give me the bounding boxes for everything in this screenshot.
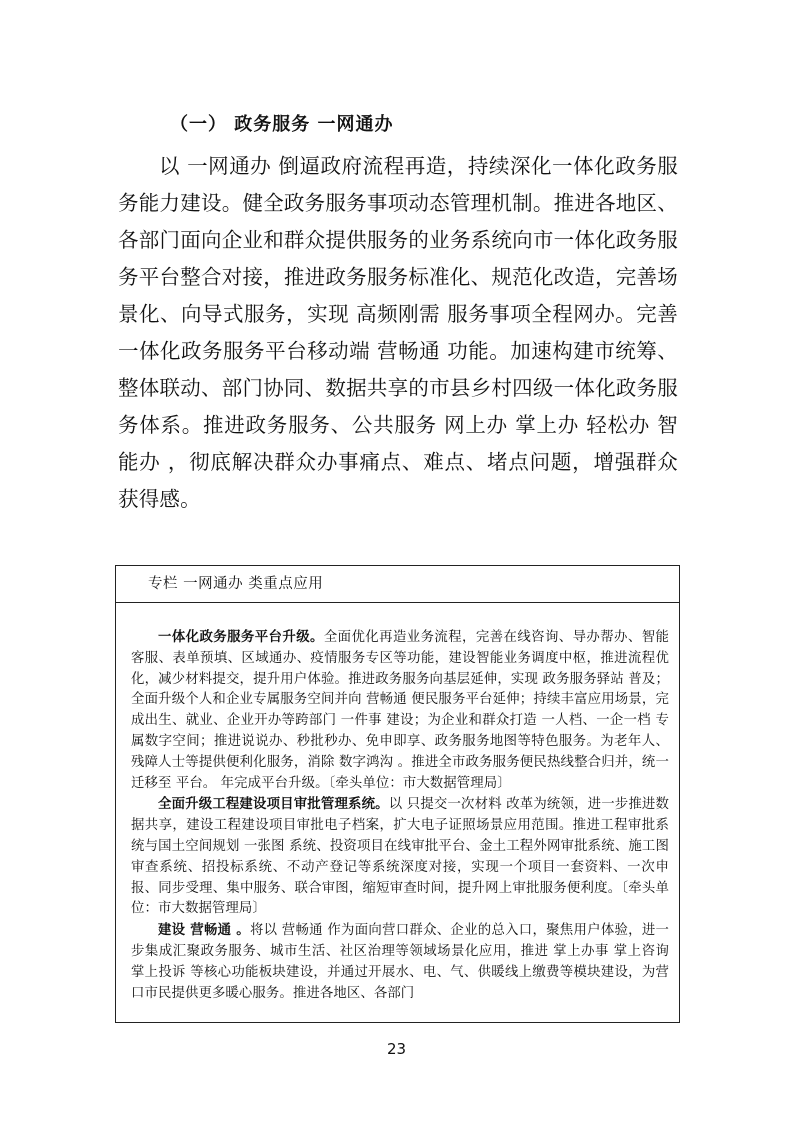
column-item-title: 全面升级工程建设项目审批管理系统。 xyxy=(158,796,389,813)
column-item xyxy=(131,794,669,920)
body-paragraph: 以 一网通办 倒逼政府流程再造，持续深化一体化政务服务能力建设。健全政务服务事项动态管理机制。推进各地区、各部门面向企业和群众提供服务的业务系统向市一体化政务服务平台整合对接，推进政务服务标准化、规范化改造，完善场景化、向导式服务，实现 高频刚需 服务事项全程网办。完善一体化政务服务平台移动端 营畅通 功能。加速构建市统筹、整体联动、部门协同、数据共享的市县乡村四级一体化政务服务体系。推进政务服务、公共服务 网上办 掌上办 轻松办 智能办 ，彻底解决群众办事痛点、难点、堵点问题，增强群众获得感。 xyxy=(118,154,678,511)
column-item xyxy=(131,920,669,1004)
column-item-title: 一体化政务服务平台升级。 xyxy=(158,629,324,645)
column-item xyxy=(131,627,669,794)
column-body xyxy=(116,603,679,1004)
column-title: 专栏 一网通办 类重点应用 xyxy=(116,566,679,603)
section-heading: （一） 政务服务 一网通办 xyxy=(170,114,394,135)
column-item-title: 建设 营畅通 。 xyxy=(158,922,250,939)
column-item-text: 全面优化再造业务流程，完善在线咨询、导办帮办、智能客服、表单预填、区域通办、疫情服务专区等功能，建设智能业务调度中枢，推进流程优化，减少材料提交，提升用户体验。推进政务服务向基层延伸，实现 政务服务驿站 普及；全面升级个人和企业专属服务空间并向 营畅通 便民服务平台延伸；持续丰富应用场景，完成出生、就业、企业开办等跨部门 一件事 建设；为企业和群众打造 一人档、一企一档 专属数字空间；推进说说办、秒批秒办、免申即享、政务服务地图等特色服务。为老年人、残障人士等提供便利化服务，消除 数字鸿沟 。推进全市政务服务便民热线整合归并，统一迁移至 平台。 年完成平台升级。〔牵头单位：市大数据管理局〕 xyxy=(131,630,670,791)
column-item-text: 将以 营畅通 作为面向营口群众、企业的总入口，聚焦用户体验，进一步集成汇聚政务服务、城市生活、社区治理等领域场景化应用，推进 掌上办事 掌上咨询 掌上投诉 等核心功能板块建设，并通过开展水、电、气、供暖线上缴费等模块建设，为营口市民提供更多暖心服务。推进各地区、各部门 xyxy=(131,923,670,1001)
page-number: 23 xyxy=(386,1040,407,1058)
column-item-text: 以 只提交一次材料 改革为统领，进一步推进数据共享，建设工程建设项目审批电子档案，扩大电子证照场景应用范围。推进工程审批系统与国土空间规划 一张图 系统、投资项目在线审批平台、金土工程外网审批系统、施工图审查系统、招投标系统、不动产登记等系统深度对接，实现一个项目一套资料、一次申报、同步受理、集中服务、联合审图，缩短审查时间，提升网上审批服务便利度。〔牵头单位：市大数据管理局〕 xyxy=(131,797,670,917)
feature-column-box xyxy=(115,565,680,1023)
